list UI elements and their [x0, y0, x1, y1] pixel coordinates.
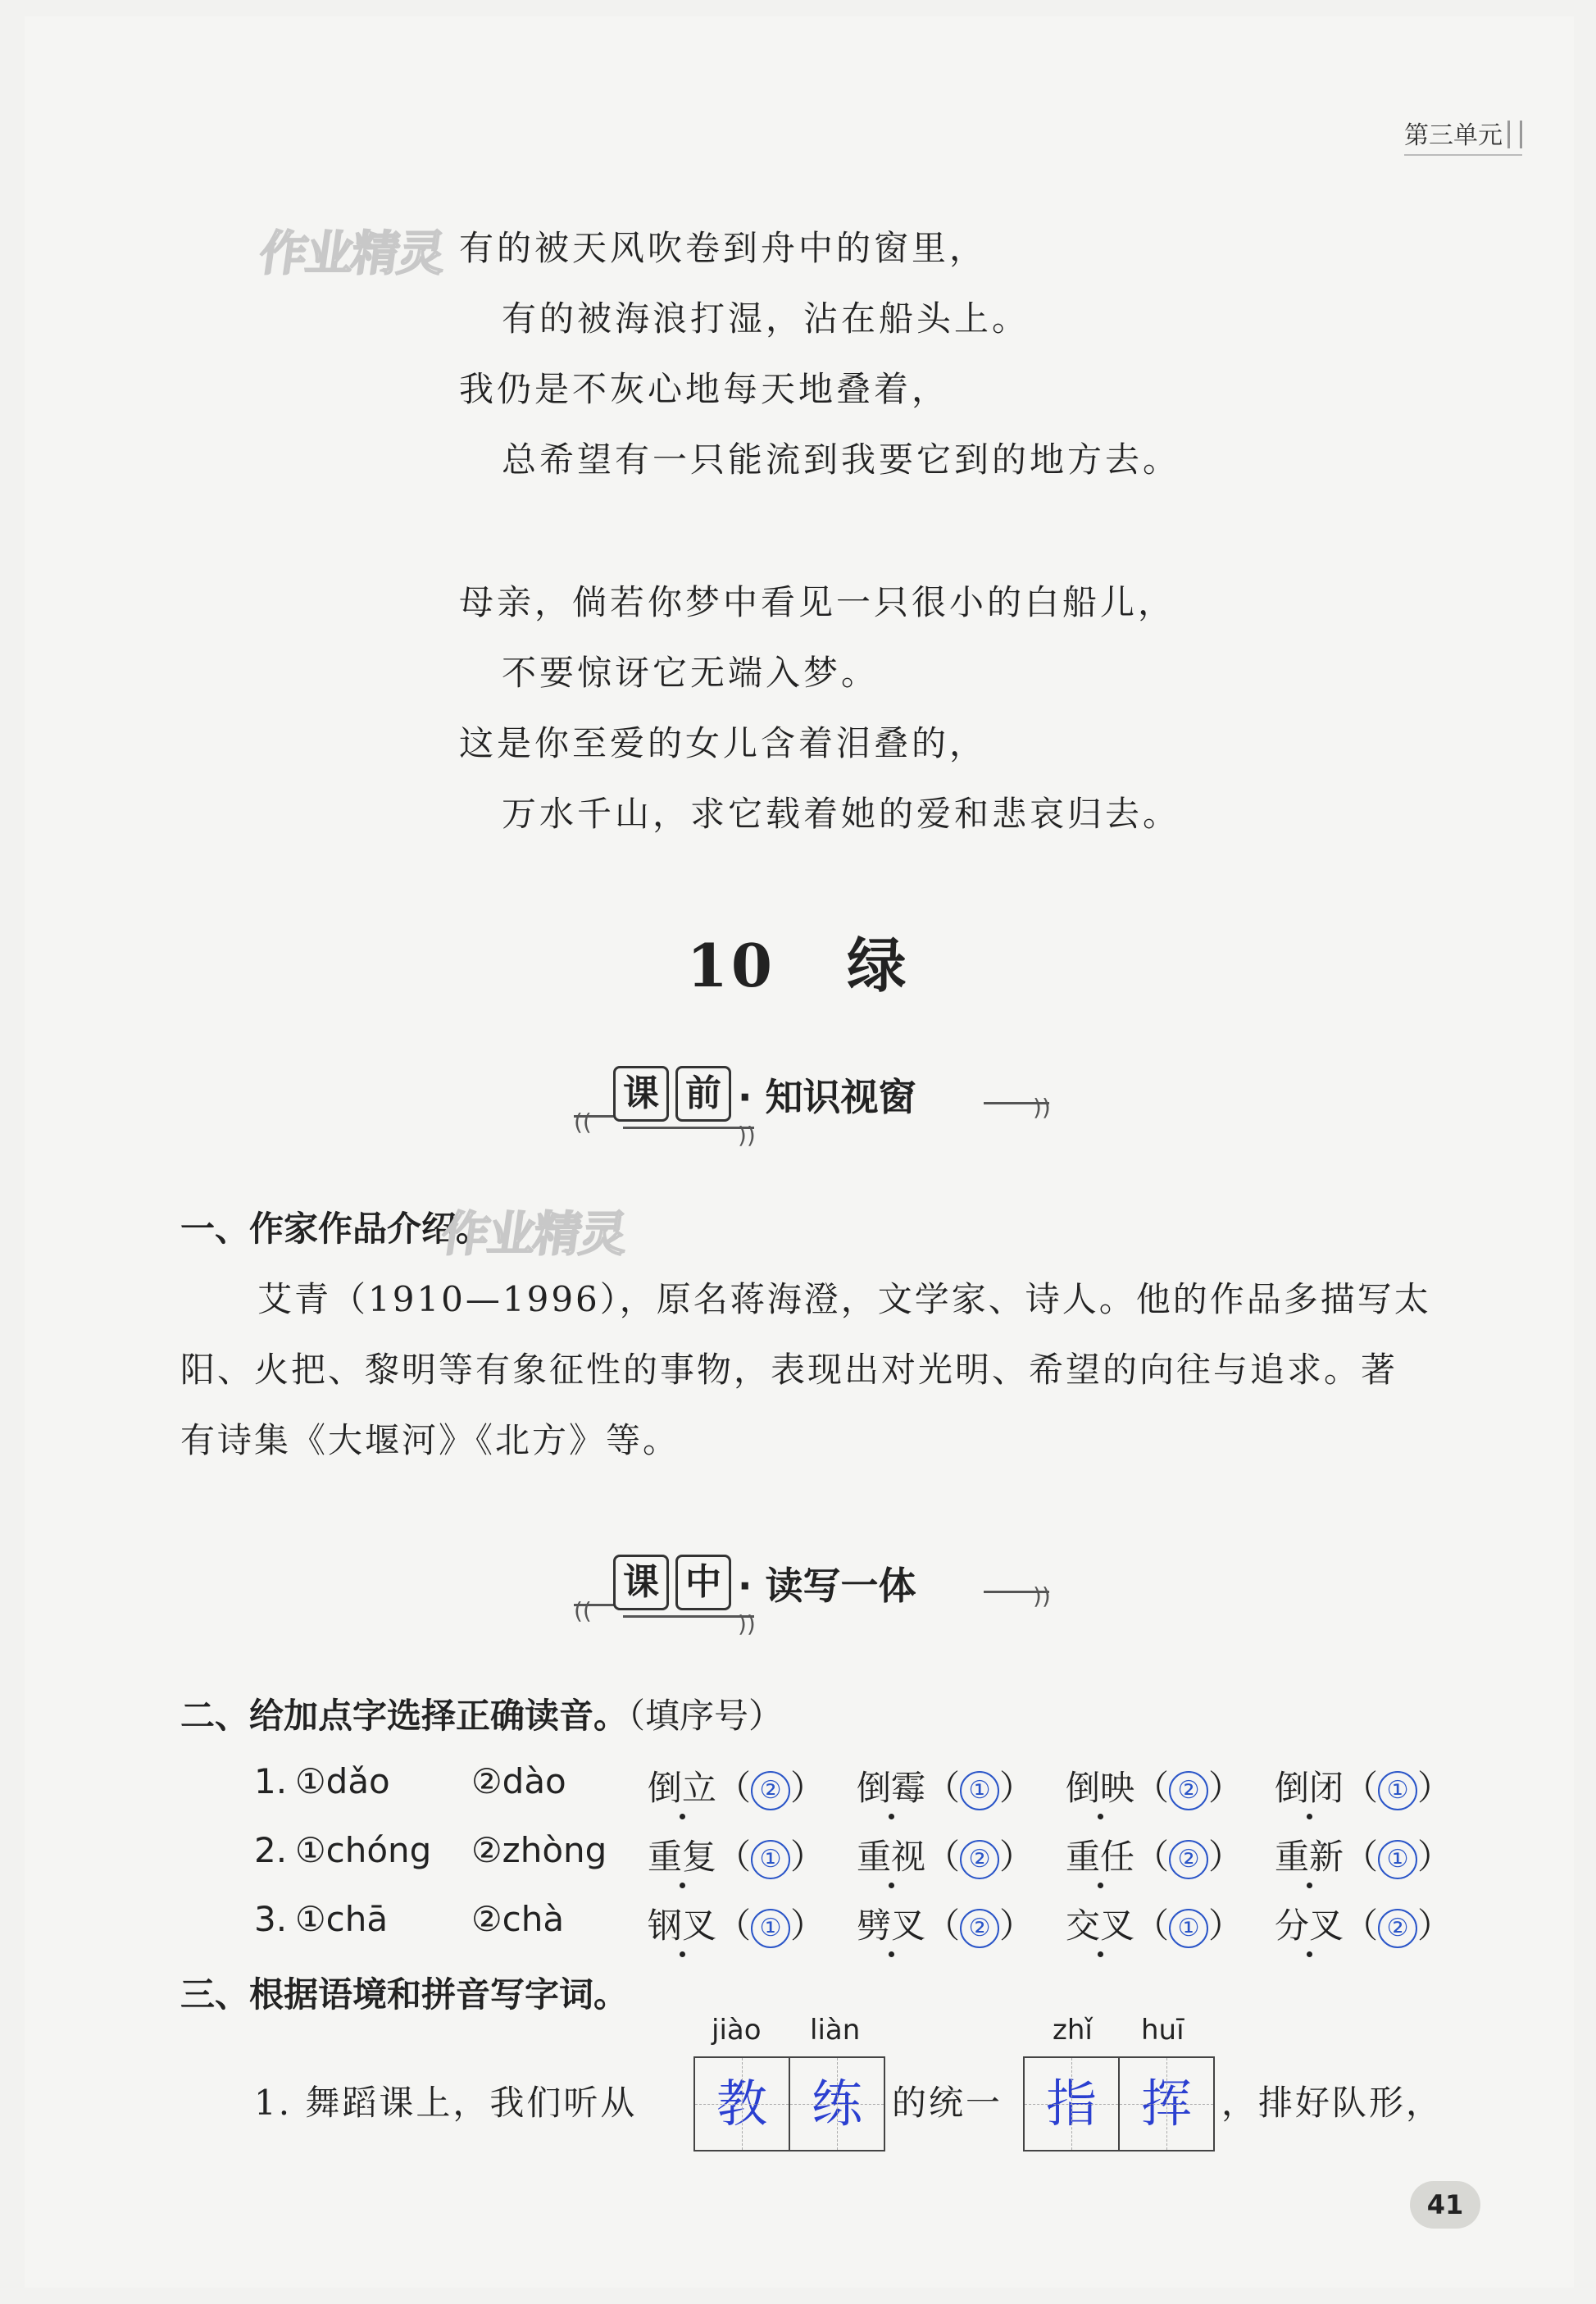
answer-circle: ② [960, 1840, 999, 1879]
q1-middle: 的统一 [892, 2083, 1003, 2123]
reading-item: 倒霉（ ① ） [857, 1761, 1034, 1810]
poem-line-6: 不要惊讶它无端入梦。 [502, 653, 880, 693]
q1-suffix: ，排好队形， [1221, 2083, 1444, 2123]
section-1-line-1: 艾青（1910—1996），原名蒋海澄，文学家、诗人。他的作品多描写太 [257, 1279, 1431, 1319]
reading-item: 倒映（ ② ） [1066, 1761, 1243, 1810]
reading-item: 分叉（ ② ） [1275, 1899, 1452, 1948]
watermark-middle: 作业精灵 [438, 1206, 630, 1262]
reading-item: 重新（ ① ） [1275, 1830, 1452, 1879]
banner-curl-left-icon: (( [574, 1597, 592, 1624]
answer-cell: 挥 [1120, 2058, 1213, 2150]
banner-char-2: 中 [675, 1555, 731, 1610]
banner-text: · 读写一体 [738, 1564, 916, 1608]
answer-circle: ② [1169, 1771, 1208, 1810]
answer-cell: 练 [790, 2058, 884, 2150]
answer-circle: ① [1378, 1840, 1417, 1879]
answer-circle: ① [1378, 1771, 1417, 1810]
section-1-line-3: 有诗集《大堰河》《北方》等。 [180, 1420, 680, 1460]
answer-circle: ① [960, 1771, 999, 1810]
banner-text: · 知识视窗 [738, 1075, 916, 1119]
answer-circle: ② [1169, 1840, 1208, 1879]
banner-char-2: 前 [675, 1066, 731, 1122]
page-number: 41 [1410, 2181, 1480, 2229]
poem-line-7: 这是你至爱的女儿含着泪叠的， [459, 723, 988, 763]
section-1-line-2: 阳、火把、黎明等有象征性的事物，表现出对光明、希望的向往与追求。著 [180, 1350, 1398, 1390]
banner-rule-bottom [623, 1127, 754, 1129]
banner-curl-bottom-icon: )) [738, 1610, 756, 1637]
answer-cell: 教 [695, 2058, 790, 2150]
poem-line-3: 我仍是不灰心地每天地叠着， [459, 369, 950, 409]
answer-cell: 指 [1025, 2058, 1120, 2150]
pinyin-lian: liàn [810, 2014, 861, 2047]
section-1-heading: 一、作家作品介绍。 [180, 1209, 491, 1249]
banner-before-class [574, 1058, 1066, 1148]
banner-rule-bottom [623, 1615, 754, 1618]
answer-grid-2 [1023, 2056, 1215, 2151]
answer-circle: ② [960, 1909, 999, 1948]
reading-item: 重复（ ① ） [648, 1830, 825, 1879]
reading-item: 倒立（ ② ） [648, 1761, 825, 1810]
reading-item: 倒闭（ ① ） [1275, 1761, 1452, 1810]
reading-item: 劈叉（ ② ） [857, 1899, 1034, 1948]
banner-curl-bottom-icon: )) [738, 1122, 756, 1149]
banner-in-class [574, 1546, 1066, 1637]
reading-item: 钢叉（ ① ） [648, 1899, 825, 1948]
poem-line-4: 总希望有一只能流到我要它到的地方去。 [502, 439, 1181, 480]
q1-prefix: 1. 舞蹈课上，我们听从 [254, 2083, 638, 2123]
banner-curl-left-icon: (( [574, 1109, 592, 1136]
answer-circle: ① [751, 1909, 790, 1948]
answer-circle: ② [751, 1771, 790, 1810]
answer-circle: ② [1378, 1909, 1417, 1948]
answer-circle: ① [1169, 1909, 1208, 1948]
poem-line-8: 万水千山，求它载着她的爱和悲哀归去。 [502, 794, 1181, 834]
section-3-heading: 三、根据语境和拼音写字词。 [180, 1974, 629, 2015]
header-bars-icon [1507, 121, 1522, 148]
banner-char-1: 课 [613, 1066, 669, 1122]
poem-line-5: 母亲，倘若你梦中看见一只很小的白船儿， [459, 582, 1176, 622]
poem-line-2: 有的被海浪打湿，沾在船头上。 [502, 298, 1030, 339]
watermark-top: 作业精灵 [256, 225, 448, 281]
banner-curl-right-icon: )) [1033, 1582, 1051, 1610]
reading-item: 重任（ ② ） [1066, 1830, 1243, 1879]
answer-circle: ① [751, 1840, 790, 1879]
pinyin-hui: huī [1141, 2014, 1184, 2047]
pinyin-jiao: jiào [712, 2014, 762, 2047]
answer-grid-1 [693, 2056, 885, 2151]
pinyin-zhi: zhǐ [1053, 2014, 1093, 2047]
reading-item: 交叉（ ① ） [1066, 1899, 1243, 1948]
lesson-title: 10 绿 [686, 931, 910, 1000]
banner-curl-right-icon: )) [1033, 1094, 1051, 1121]
poem-line-1: 有的被天风吹卷到舟中的窗里， [459, 228, 988, 268]
banner-char-1: 课 [613, 1555, 669, 1610]
unit-header: 第三单元 [1404, 115, 1522, 156]
reading-item: 重视（ ② ） [857, 1830, 1034, 1879]
section-2-heading: 二、给加点字选择正确读音。（填序号） [180, 1696, 784, 1736]
